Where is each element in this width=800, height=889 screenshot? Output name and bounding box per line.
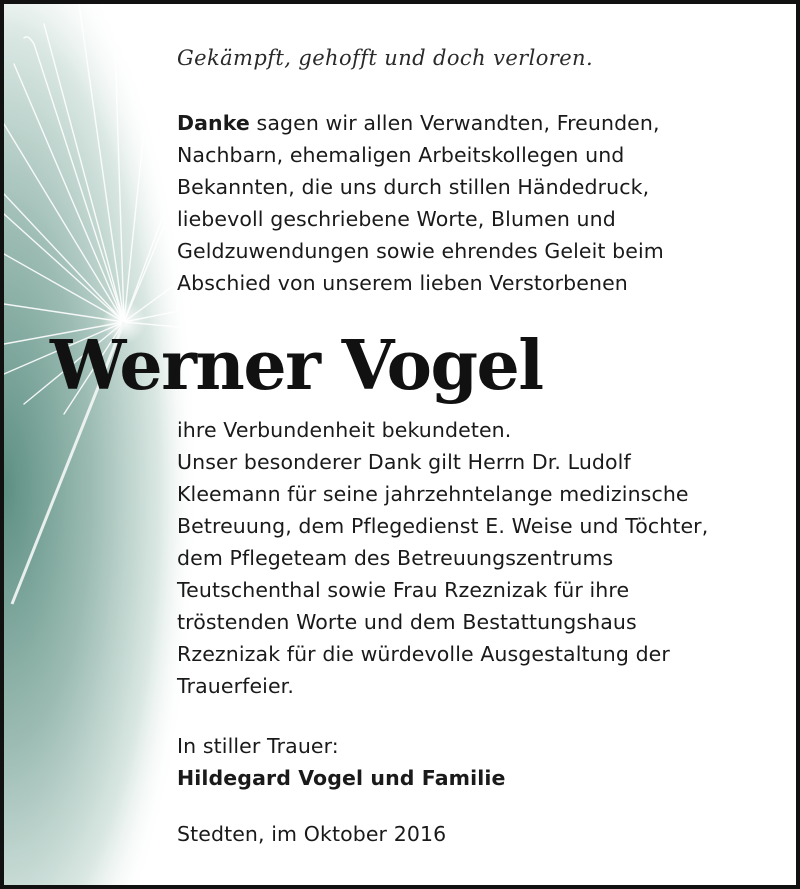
thanks-intro-line-2: Nachbarn, ehemaligen Arbeitskollegen und <box>177 143 625 167</box>
thanks-body-line-7: tröstenden Worte und dem Bestattungshaus <box>177 610 637 634</box>
thanks-body-line-3: Kleemann für seine jahrzehntelange medizinsche <box>177 482 689 506</box>
danke-word: Danke <box>177 111 250 135</box>
thanks-body-line-2: Unser besonderer Dank gilt Herrn Dr. Ludolf <box>177 450 631 474</box>
thanks-intro-line-6: Abschied von unserem lieben Verstorbenen <box>177 271 628 295</box>
thanks-body-line-6: Teutschenthal sowie Frau Rzeznizak für ihre <box>177 578 630 602</box>
thanks-body-line-9: Trauerfeier. <box>177 674 294 698</box>
motto-line: Gekämpft, gehofft und doch verloren. <box>177 46 594 70</box>
thanks-body-line-5: dem Pflegeteam des Betreuungszentrums <box>177 546 614 570</box>
thanks-intro-line-4: liebevoll geschriebene Worte, Blumen und <box>177 207 616 231</box>
thanks-intro-line-1-rest: sagen wir allen Verwandten, Freunden, <box>249 111 660 135</box>
thanks-body-line-8: Rzeznizak für die würdevolle Ausgestaltung der <box>177 642 670 666</box>
thanks-body-line-4: Betreuung, dem Pflegedienst E. Weise und Töchter, <box>177 514 709 538</box>
thanks-intro-line-5: Geldzuwendungen sowie ehrendes Geleit beim <box>177 239 664 263</box>
deceased-name: Werner Vogel <box>50 326 543 406</box>
thanks-intro-line-3: Bekannten, die uns durch stillen Händedruck, <box>177 175 650 199</box>
place-date: Stedten, im Oktober 2016 <box>177 822 447 846</box>
thanks-intro-line-1 <box>177 107 660 139</box>
mourning-label: In stiller Trauer: <box>177 734 339 758</box>
mourners-signature: Hildegard Vogel und Familie <box>177 766 506 790</box>
thanks-body-line-1: ihre Verbundenheit bekundeten. <box>177 418 512 442</box>
